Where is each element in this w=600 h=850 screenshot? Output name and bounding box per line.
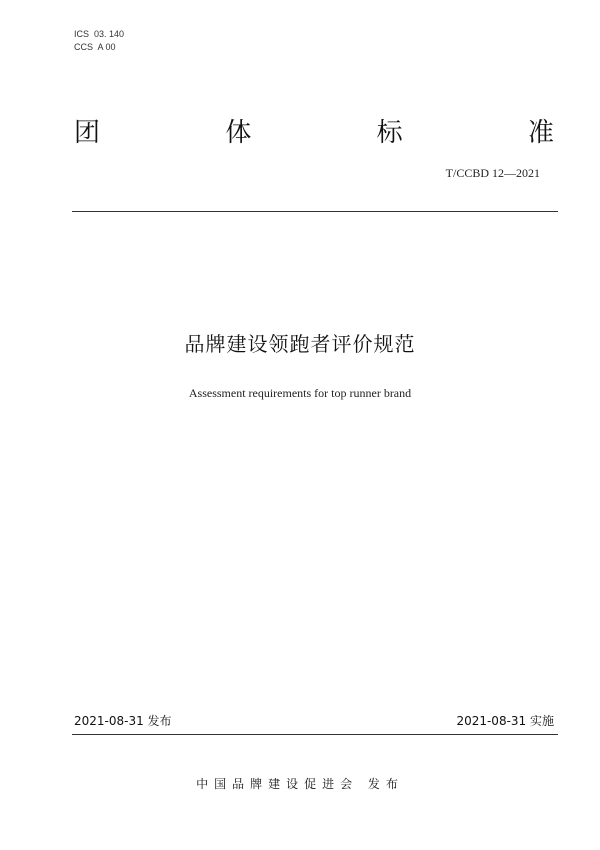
title-char: 团 xyxy=(74,118,101,148)
classification-codes xyxy=(74,28,124,54)
footer-divider xyxy=(72,734,558,735)
standard-type-title xyxy=(74,112,554,149)
document-title-en: Assessment requirements for top runner brand xyxy=(188,386,412,400)
title-char: 标 xyxy=(376,118,403,148)
ccs-code: CCS A 00 xyxy=(74,42,116,52)
standard-number: T/CCBD 12—2021 xyxy=(445,166,540,180)
publish-date: 2021-08-31 发布 xyxy=(74,714,172,728)
document-title-cn: 品牌建设领跑者评价规范 xyxy=(184,332,416,356)
title-char: 体 xyxy=(225,118,252,148)
ics-code: ICS 03. 140 xyxy=(74,29,125,39)
header-divider xyxy=(72,211,558,212)
publisher: 中国品牌建设促进会 发布 xyxy=(196,777,404,791)
title-char: 准 xyxy=(527,118,554,148)
implement-date: 2021-08-31 实施 xyxy=(456,714,554,728)
date-row xyxy=(74,712,554,729)
